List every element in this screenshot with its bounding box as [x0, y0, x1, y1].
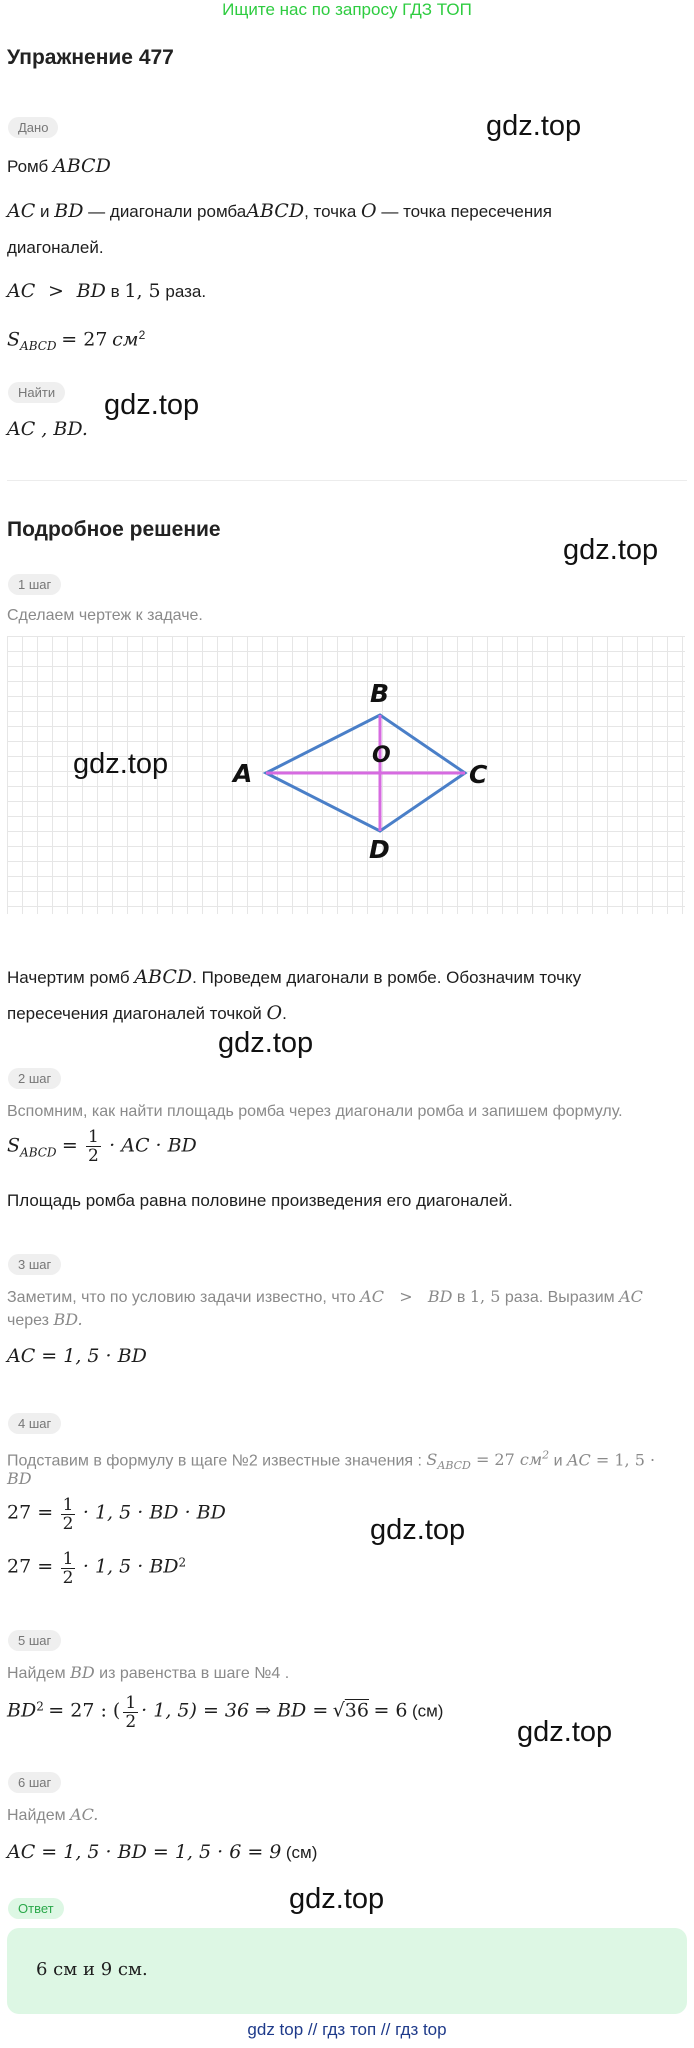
step1-text-2: пересечения диагоналей точкой O. [7, 1002, 287, 1024]
vertex-d-label: D [369, 835, 390, 864]
step-math: = 27 : ( [48, 1699, 121, 1722]
step-text: Подставим в формулу в щаге №2 известные значения : [7, 1452, 422, 1470]
given-line-1 [7, 151, 111, 182]
fraction: $\frac{1}{2}$ [62, 1549, 74, 1588]
step2-formula: $S_{ABCD}$ = $\frac{1}{2}$ · AC · BD [7, 1127, 197, 1166]
fraction: $\frac{1}{2}$ [125, 1693, 137, 1732]
fraction: $\frac{1}{2}$ [88, 1127, 99, 1166]
answer-badge: Ответ [8, 1898, 64, 1919]
given-math: BD [54, 200, 84, 222]
given-math: BD [76, 280, 106, 302]
given-text: в [110, 282, 120, 301]
given-line-3: диагоналей. [7, 238, 104, 257]
watermark: gdz.top [73, 748, 169, 780]
step-math: O [266, 1002, 283, 1024]
step-intro [7, 1804, 98, 1827]
watermark: gdz.top [218, 1027, 314, 1059]
given-line-5 [7, 320, 145, 361]
given-badge: Дано [8, 117, 58, 138]
top-search-link[interactable]: Ищите нас по запросу ГДЗ ТОП [222, 0, 472, 19]
given-math: ABCD [246, 200, 305, 222]
given-math: ABCD [53, 155, 111, 177]
step4-formula-1 [7, 1496, 226, 1533]
given-line-2 [7, 196, 552, 227]
step4-formula-2: 27 = $\frac{1}{2}$ · 1, $5 \cdot BD^2$ [7, 1549, 187, 1588]
vertex-b-label: B [370, 679, 390, 708]
step-math: 27 = [7, 1555, 54, 1578]
step-intro: Вспомним, как найти площадь ромба через диагонали ромба и запишем формулу. [7, 1103, 623, 1120]
step-math: · AC · BD [109, 1134, 197, 1157]
step-badge: 5 шаг [8, 1630, 61, 1651]
answer-text: 6 см и 9 см. [36, 1959, 148, 1980]
step-text: и [553, 1452, 563, 1470]
step-text: Найдем [7, 1807, 66, 1824]
step-badge: 6 шаг [8, 1772, 61, 1793]
step-text: Заметим, что по условию задачи известно, что [7, 1289, 356, 1306]
fraction: $\frac{1}{2}$ [62, 1495, 74, 1534]
step-math: 27 = [7, 1501, 54, 1524]
step-text: Найдем [7, 1665, 66, 1682]
step-text: в [456, 1289, 466, 1306]
step-math: BD [7, 1699, 37, 1722]
step-badge: 3 шаг [8, 1254, 61, 1275]
step-intro-2 [7, 1468, 32, 1491]
watermark: gdz.top [486, 110, 582, 142]
step-text: из равенства в шаге №4 . [99, 1665, 290, 1682]
step6-formula [7, 1838, 317, 1868]
step-math: · 1, 5 · BD · BD [82, 1501, 226, 1524]
step-math: BD [7, 1469, 32, 1488]
step-math: $S_{ABCD} = 27$ $см^2$ [426, 1449, 550, 1473]
given-math: AC [7, 280, 36, 302]
watermark: gdz.top [563, 534, 659, 566]
given-math: O [361, 200, 377, 222]
given-math: S [7, 328, 21, 351]
given-text: — точка пересечения [381, 202, 552, 221]
step-text: . Проведем диагонали в ромбе. Обозначим точку [192, 968, 582, 987]
step-intro [7, 1662, 289, 1685]
step-intro [7, 1286, 687, 1309]
step-math: AC = 1, 5 · BD = 1, 5 · 6 = 9 [7, 1841, 282, 1863]
step-math: · 1, 5 · BD [82, 1555, 179, 1578]
step-math: S [7, 1134, 21, 1157]
divider [7, 480, 687, 481]
vertex-c-label: C [469, 760, 488, 789]
step3-formula: AC = 1, 5 · BD [7, 1345, 147, 1367]
given-text: раза. [165, 282, 207, 301]
unit: (см) [411, 1701, 444, 1721]
step-text: через [7, 1312, 50, 1329]
watermark: gdz.top [289, 1883, 385, 1915]
watermark: gdz.top [517, 1716, 613, 1748]
step-text: раза. Выразим [504, 1289, 615, 1306]
watermark: gdz.top [370, 1514, 466, 1546]
center-o-label: O [372, 743, 391, 768]
step-math: 1, 5 [469, 1287, 501, 1306]
footer-links[interactable]: gdz top // гдз топ // гдз top [247, 2020, 447, 2039]
step-math: BD [70, 1663, 95, 1682]
given-math: 1, 5 [124, 280, 161, 302]
step-math: AC [619, 1287, 643, 1306]
step-math: BD. [53, 1310, 83, 1329]
given-text: Ромб [7, 157, 49, 176]
step-badge: 1 шаг [8, 574, 61, 595]
step-math: · 1, 5) = 36 ⇒ BD = [141, 1699, 329, 1722]
given-math: = 27 [61, 328, 108, 351]
given-math: AC [7, 200, 36, 222]
given-math: см [112, 328, 139, 351]
step-intro [7, 1445, 687, 1478]
step-math: ABCD [134, 966, 193, 988]
step-math: AC = 1, 5 · [566, 1450, 656, 1470]
solution-title: Подробное решение [7, 518, 221, 541]
given-line-4 [7, 276, 206, 307]
given-math: 2 [138, 328, 146, 342]
step-text: пересечения диагоналей точкой [7, 1004, 262, 1023]
step-text: Начертим ромб [7, 968, 130, 987]
vertex-a-label: A [233, 759, 253, 788]
step-intro-2 [7, 1309, 83, 1332]
page-title: Упражнение 477 [7, 46, 174, 69]
given-math: > [48, 280, 64, 302]
step2-note: Площадь ромба равна половине произведения его диагоналей. [7, 1191, 513, 1210]
step1-text [7, 962, 687, 993]
given-text: — диагонали ромба [88, 202, 247, 221]
find-badge: Найти [8, 382, 65, 403]
step-math: AC. [70, 1805, 99, 1824]
given-text: и [40, 202, 50, 221]
given-math: ABCD [20, 339, 57, 354]
given-text: , точка [304, 202, 357, 221]
step-math: = 6 [373, 1699, 408, 1722]
step-math: AC > BD [360, 1287, 453, 1306]
watermark: gdz.top [104, 389, 200, 421]
step-badge: 4 шаг [8, 1413, 61, 1434]
step5-formula: $BD^2 = 27$ : ( $\frac{1}{2}$ · 1, 5) = 36 ⇒ BD = √36 = 6 (см) [7, 1693, 444, 1732]
unit: (см) [285, 1843, 318, 1862]
step-intro: Сделаем чертеж к задаче. [7, 607, 203, 624]
find-value: AC , BD. [7, 418, 88, 440]
step-badge: 2 шаг [8, 1068, 61, 1089]
step-math: 36 [344, 1699, 369, 1722]
step-math: ABCD [20, 1145, 57, 1160]
